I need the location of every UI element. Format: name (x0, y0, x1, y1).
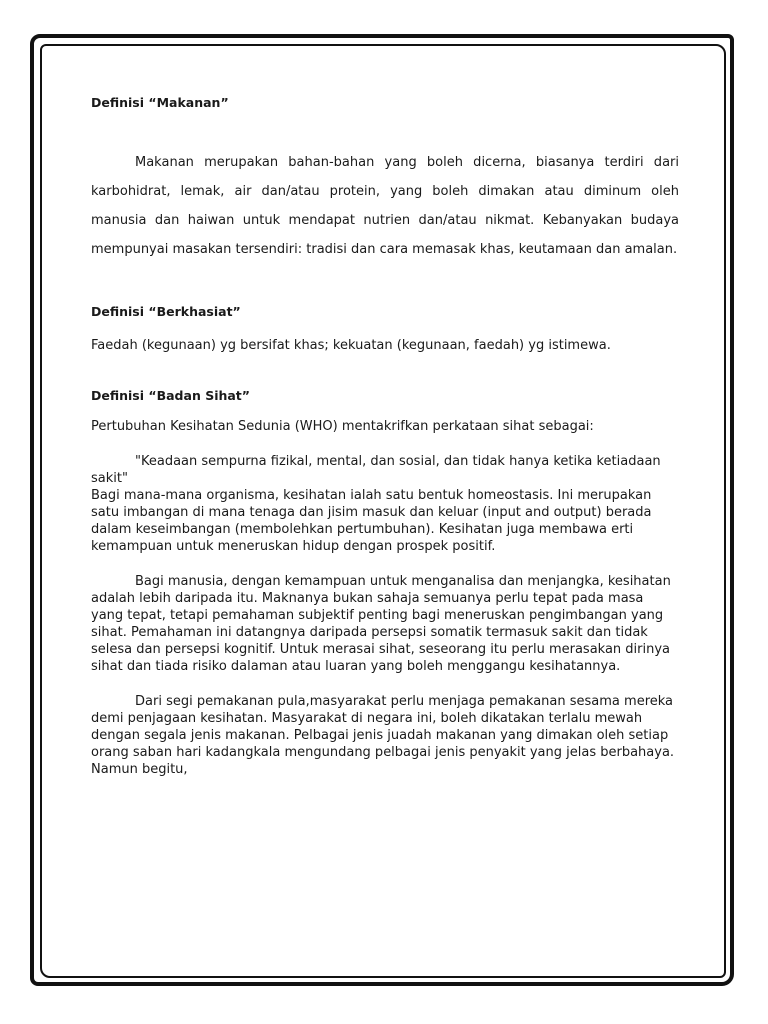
paragraph-makanan-definition: Makanan merupakan bahan-bahan yang boleh dicerna, biasanya terdiri dari karbohidrat, lemak, air dan/atau protein, yang boleh dimakan atau diminum oleh manusia dan haiwan untuk mendapat nutrien dan/atau nikmat. Kebanyakan budaya mempunyai masakan tersendiri: tradisi dan cara memasak khas, keutamaan dan amalan. (91, 155, 679, 257)
paragraph-nutrition: Dari segi pemakanan pula,masyarakat perlu menjaga pemakanan sesama mereka demi penjagaan kesihatan. Masyarakat di negara ini, boleh dikatakan terlalu mewah dengan segala jenis makanan. Pelbagai jenis juadah makanan yang dimakan oleh setiap orang saban hari kadangkala mengundang pelbagai jenis penyakit yang jelas berbahaya. Namun begitu, (91, 694, 675, 777)
heading-berkhasiat: Definisi “Berkhasiat” (91, 304, 241, 319)
paragraph-berkhasiat-definition: Faedah (kegunaan) yg bersifat khas; kekuatan (kegunaan, faedah) yg istimewa. (91, 338, 611, 353)
paragraph-homeostasis: Bagi mana-mana organisma, kesihatan ialah satu bentuk homeostasis. Ini merupakan satu imbangan di mana tenaga dan jisim masuk dan keluar (input and output) berada dalam keseimbangan (membolehkan pertumbuhan). Kesihatan juga membawa erti kemampuan untuk meneruskan hidup dengan prospek positif. (91, 488, 652, 554)
document-body (91, 95, 679, 778)
paragraph-human-health: Bagi manusia, dengan kemampuan untuk menganalisa dan menjangka, kesihatan adalah lebih daripada itu. Maknanya bukan sahaja semuanya perlu tepat pada masa yang tepat, tetapi pemahaman subjektif penting bagi meneruskan pengimbangan yang sihat. Pemahaman ini datangnya daripada persepsi somatik termasuk sakit dan tidak selesa dan persepsi kognitif. Untuk merasai sihat, seseorang itu perlu merasakan dirinya sihat dan tiada risiko dalaman atau luaran yang boleh menggangu kesihatannya. (91, 574, 671, 674)
paragraph-who-intro: Pertubuhan Kesihatan Sedunia (WHO) mentakrifkan perkataan sihat sebagai: (91, 419, 594, 434)
heading-makanan: Definisi “Makanan” (91, 95, 229, 110)
heading-badan-sihat: Definisi “Badan Sihat” (91, 388, 251, 403)
paragraph-who-quote: "Keadaan sempurna fizikal, mental, dan sosial, dan tidak hanya ketika ketiadaan sakit" (91, 454, 661, 486)
